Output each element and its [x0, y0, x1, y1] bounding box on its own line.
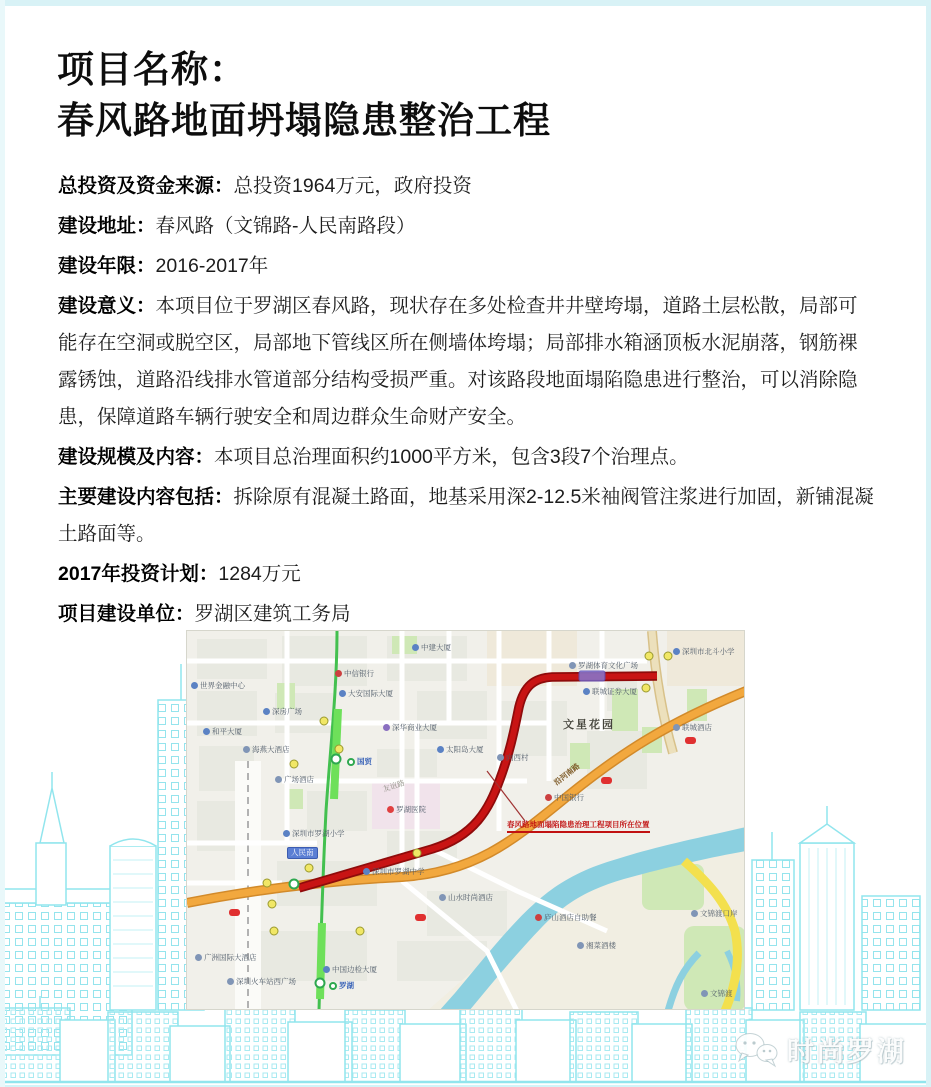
- map-poi-icon: [387, 806, 394, 813]
- map-poi-label: 中国边检大厦: [323, 964, 377, 975]
- map-poi-label: 庐山酒店自助餐: [535, 912, 597, 923]
- field-investment: 总投资及资金来源：总投资1964万元，政府投资: [58, 175, 472, 197]
- map-poi-icon: [275, 776, 282, 783]
- map-poi-label: 深圳市罗湖小学: [283, 828, 345, 839]
- map-poi-icon: [339, 690, 346, 697]
- map-poi-label: 国贸: [347, 756, 372, 767]
- map-poi-label: 深华商业大厦: [383, 722, 437, 733]
- field-address: 建设地址：春风路（文锦路-人民南路段）: [58, 215, 416, 237]
- project-location-map: [186, 630, 745, 1010]
- page-border-right: [926, 0, 931, 1087]
- project-title: 春风路地面坍塌隐患整治工程: [57, 100, 551, 141]
- metro-station-icon: [329, 982, 337, 990]
- map-poi-icon: [191, 682, 198, 689]
- map-poi-icon: [569, 662, 576, 669]
- map-poi-label: 中国银行: [545, 792, 584, 803]
- field-years: 建设年限：2016-2017年: [58, 255, 269, 277]
- project-title-label: 项目名称：: [57, 49, 247, 90]
- map-poi-label: 深圳市罗湖中学: [363, 866, 425, 877]
- map-poi-icon: [545, 794, 552, 801]
- map-poi-label: 沿河南路: [552, 761, 582, 788]
- map-poi-label: 文锦渡口岸: [691, 908, 738, 919]
- map-poi-icon: [701, 990, 708, 997]
- map-poi-icon: [673, 724, 680, 731]
- map-poi-label: 罗湖体育文化广场: [569, 660, 638, 671]
- map-poi-icon: [673, 648, 680, 655]
- map-poi-icon: [497, 754, 504, 761]
- map-poi-label: 深圳火车站西广场: [227, 976, 296, 987]
- renminnan-road-badge: 人民南: [287, 847, 318, 859]
- map-poi-label: 广场酒店: [275, 774, 314, 785]
- map-poi-icon: [323, 966, 330, 973]
- field-significance: 建设意义：本项目位于罗湖区春风路，现状存在多处检查井井壁垮塌，道路土层松散，局部可能存在空洞或脱空区，局部地下管线区所在侧墙体垮塌；局部排水箱涵顶板水泥崩落，钢筋裸露锈蚀，道路沿线排水管道部分结构受损严重。对该路段地面塌陷隐患进行整治，可以消除隐患，保障道路车辆行驶安全和周边群众生命财产安全。: [58, 295, 858, 428]
- map-poi-icon: [243, 746, 250, 753]
- map-poi-label: 友谊路: [381, 778, 406, 794]
- watermark-text: 时尚罗湖: [787, 1037, 907, 1067]
- field-scale: 建设规模及内容：本项目总治理面积约1000平方米，包含3段7个治理点。: [58, 446, 689, 468]
- map-poi-label: 山水时尚酒店: [439, 892, 493, 903]
- field-content: 主要建设内容包括：拆除原有混凝土路面，地基采用深2-12.5米袖阀管注浆进行加固，新铺混凝土路面等。: [58, 486, 874, 545]
- watermark: [733, 1030, 907, 1069]
- map-poi-layer: [187, 631, 744, 1009]
- map-poi-label: 中信银行: [335, 668, 374, 679]
- page-border-top: [0, 0, 931, 6]
- map-poi-label: 联城酒店: [673, 722, 712, 733]
- title-block: [57, 44, 551, 146]
- map-poi-label: 世界金融中心: [191, 680, 245, 691]
- map-poi-label: 湘菜酒楼: [577, 940, 616, 951]
- field-plan-2017: 2017年投资计划：1284万元: [58, 563, 301, 585]
- wechat-icon: [733, 1031, 779, 1069]
- map-poi-icon: [203, 728, 210, 735]
- map-poi-icon: [691, 910, 698, 917]
- map-poi-icon: [363, 868, 370, 875]
- map-poi-label: 深圳市北斗小学: [673, 646, 735, 657]
- map-poi-label: 罗湖: [329, 980, 354, 991]
- map-poi-label: 联城证券大厦: [583, 686, 637, 697]
- map-poi-label: 海燕大酒店: [243, 744, 290, 755]
- map-poi-icon: [583, 688, 590, 695]
- map-poi-icon: [577, 942, 584, 949]
- map-poi-icon: [383, 724, 390, 731]
- map-poi-icon: [535, 914, 542, 921]
- map-poi-icon: [227, 978, 234, 985]
- map-project-callout: 春风路地面塌陷隐患治理工程项目所在位置: [507, 819, 650, 833]
- map-poi-icon: [412, 644, 419, 651]
- map-poi-label: 广洲国际大酒店: [195, 952, 257, 963]
- project-details: [58, 168, 874, 636]
- map-poi-icon: [195, 954, 202, 961]
- map-poi-icon: [263, 708, 270, 715]
- map-poi-label: 太阳岛大厦: [437, 744, 484, 755]
- map-poi-label: 和平大厦: [203, 726, 242, 737]
- map-poi-icon: [283, 830, 290, 837]
- map-poi-label: 文星花园: [563, 719, 615, 731]
- map-poi-label: 向西村: [497, 752, 529, 763]
- page-border-left: [0, 0, 5, 1087]
- map-poi-icon: [437, 746, 444, 753]
- field-builder: 项目建设单位：罗湖区建筑工务局: [58, 603, 351, 625]
- map-poi-label: 中建大厦: [412, 642, 451, 653]
- map-poi-label: 深房广场: [263, 706, 302, 717]
- map-poi-icon: [335, 670, 342, 677]
- map-poi-icon: [439, 894, 446, 901]
- map-poi-label: 文锦渡: [701, 988, 733, 999]
- map-poi-label: 罗湖医院: [387, 804, 426, 815]
- map-poi-label: 大安国际大厦: [339, 688, 393, 699]
- metro-station-icon: [347, 758, 355, 766]
